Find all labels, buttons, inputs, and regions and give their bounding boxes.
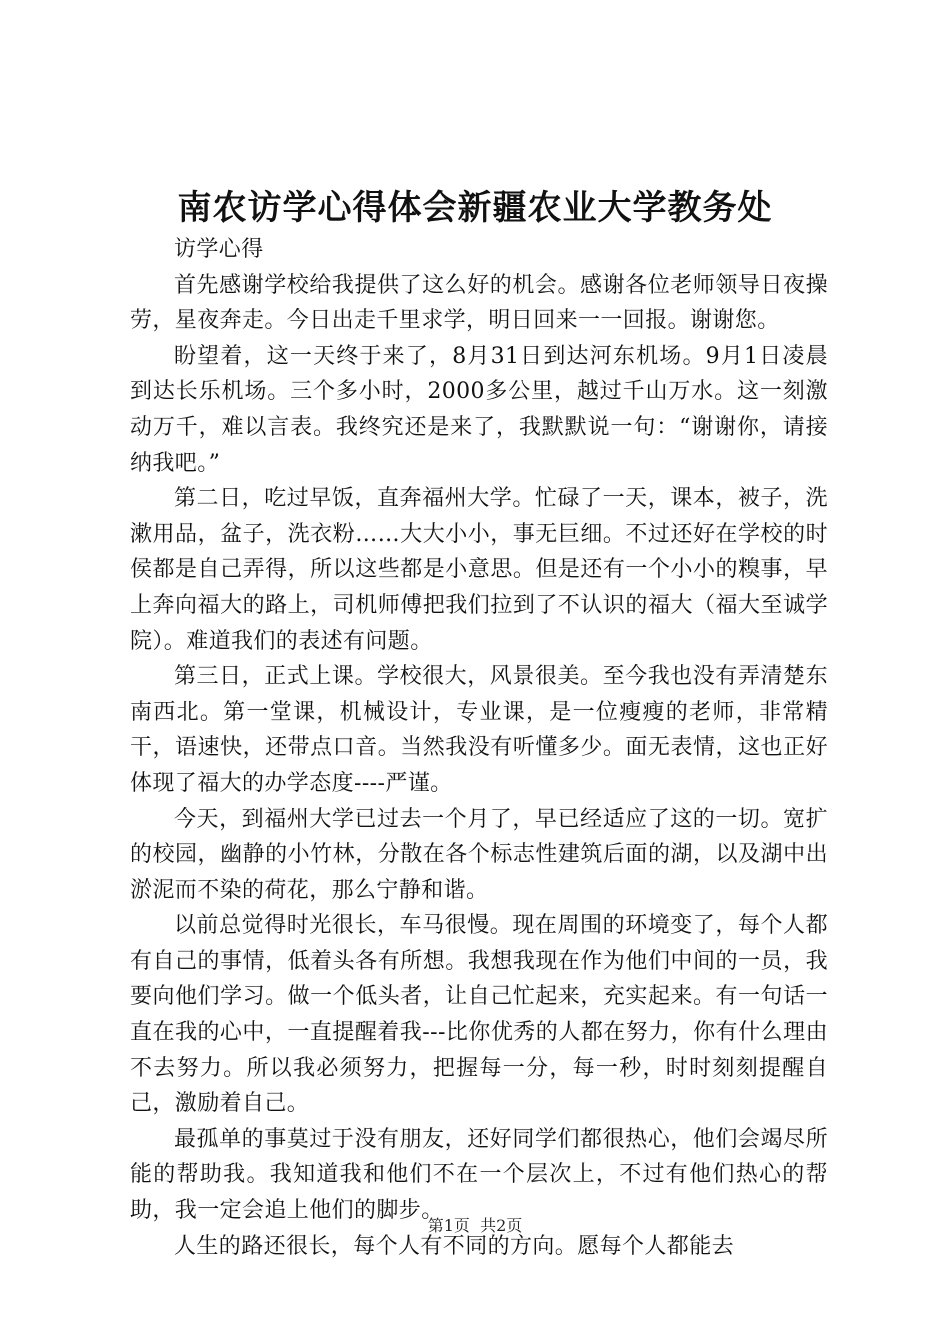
paragraph: 人生的路还很长，每个人有不同的方向。愿每个人都能去: [174, 1233, 735, 1259]
paragraph-heading: 访学心得: [174, 237, 264, 262]
paragraph: 第三日，正式上课。学校很大，风景很美。至今我也没有弄清楚东南西北。第一堂课，机械设计，专业课，是一位瘦瘦的老师，非常精干，语速快，还带点口音。当然我没有听懂多少。面无表情，这也正好体现了福大的办学态度----严谨。: [130, 664, 828, 796]
paragraph: 最孤单的事莫过于没有朋友，还好同学们都很热心，他们会竭尽所能的帮助我。我知道我和他们不在一个层次上，不过有他们热心的帮助，我一定会追上他们的脚步。: [130, 1126, 828, 1224]
page-total: 共2页: [480, 1216, 523, 1235]
paragraph: 以前总觉得时光很长，车马很慢。现在周围的环境变了，每个人都有自己的事情，低着头各有所想。我想我现在作为他们中间的一员，我要向他们学习。做一个低头者，让自己忙起来，充实起来。有一句话一直在我的心中，一直提醒着我---比你优秀的人都在努力，你有什么理由不去努力。所以我必须努力，把握每一分，每一秒，时时刻刻提醒自己，激励着自己。: [130, 913, 828, 1117]
document-title: 南农访学心得体会新疆农业大学教务处: [177, 188, 773, 228]
page-footer: [0, 1214, 950, 1238]
paragraph: 今天，到福州大学已过去一个月了，早已经适应了这的一切。宽扩的校园，幽静的小竹林，分散在各个标志性建筑后面的湖，以及湖中出淤泥而不染的荷花，那么宁静和谐。: [130, 806, 828, 903]
paragraph: 首先感谢学校给我提供了这么好的机会。感谢各位老师领导日夜操劳，星夜奔走。今日出走千里求学，明日回来一一回报。谢谢您。: [130, 272, 828, 334]
document-body: [130, 232, 828, 1264]
page-number: 第1页: [427, 1216, 470, 1235]
paragraph: 第二日，吃过早饭，直奔福州大学。忙碌了一天，课本，被子，洗漱用品，盆子，洗衣粉……大大小小，事无巨细。不过还好在学校的时侯都是自己弄得，所以这些都是小意思。但是还有一个小小的糗事，早上奔向福大的路上，司机师傅把我们拉到了不认识的福大（福大至诚学院）。难道我们的表述有问题。: [130, 486, 828, 654]
paragraph: 盼望着，这一天终于来了，8月31日到达河东机场。9月1日凌晨到达长乐机场。三个多小时，2000多公里，越过千山万水。这一刻激动万千，难以言表。我终究还是来了，我默默说一句：“谢谢你，请接纳我吧。”: [130, 343, 828, 476]
